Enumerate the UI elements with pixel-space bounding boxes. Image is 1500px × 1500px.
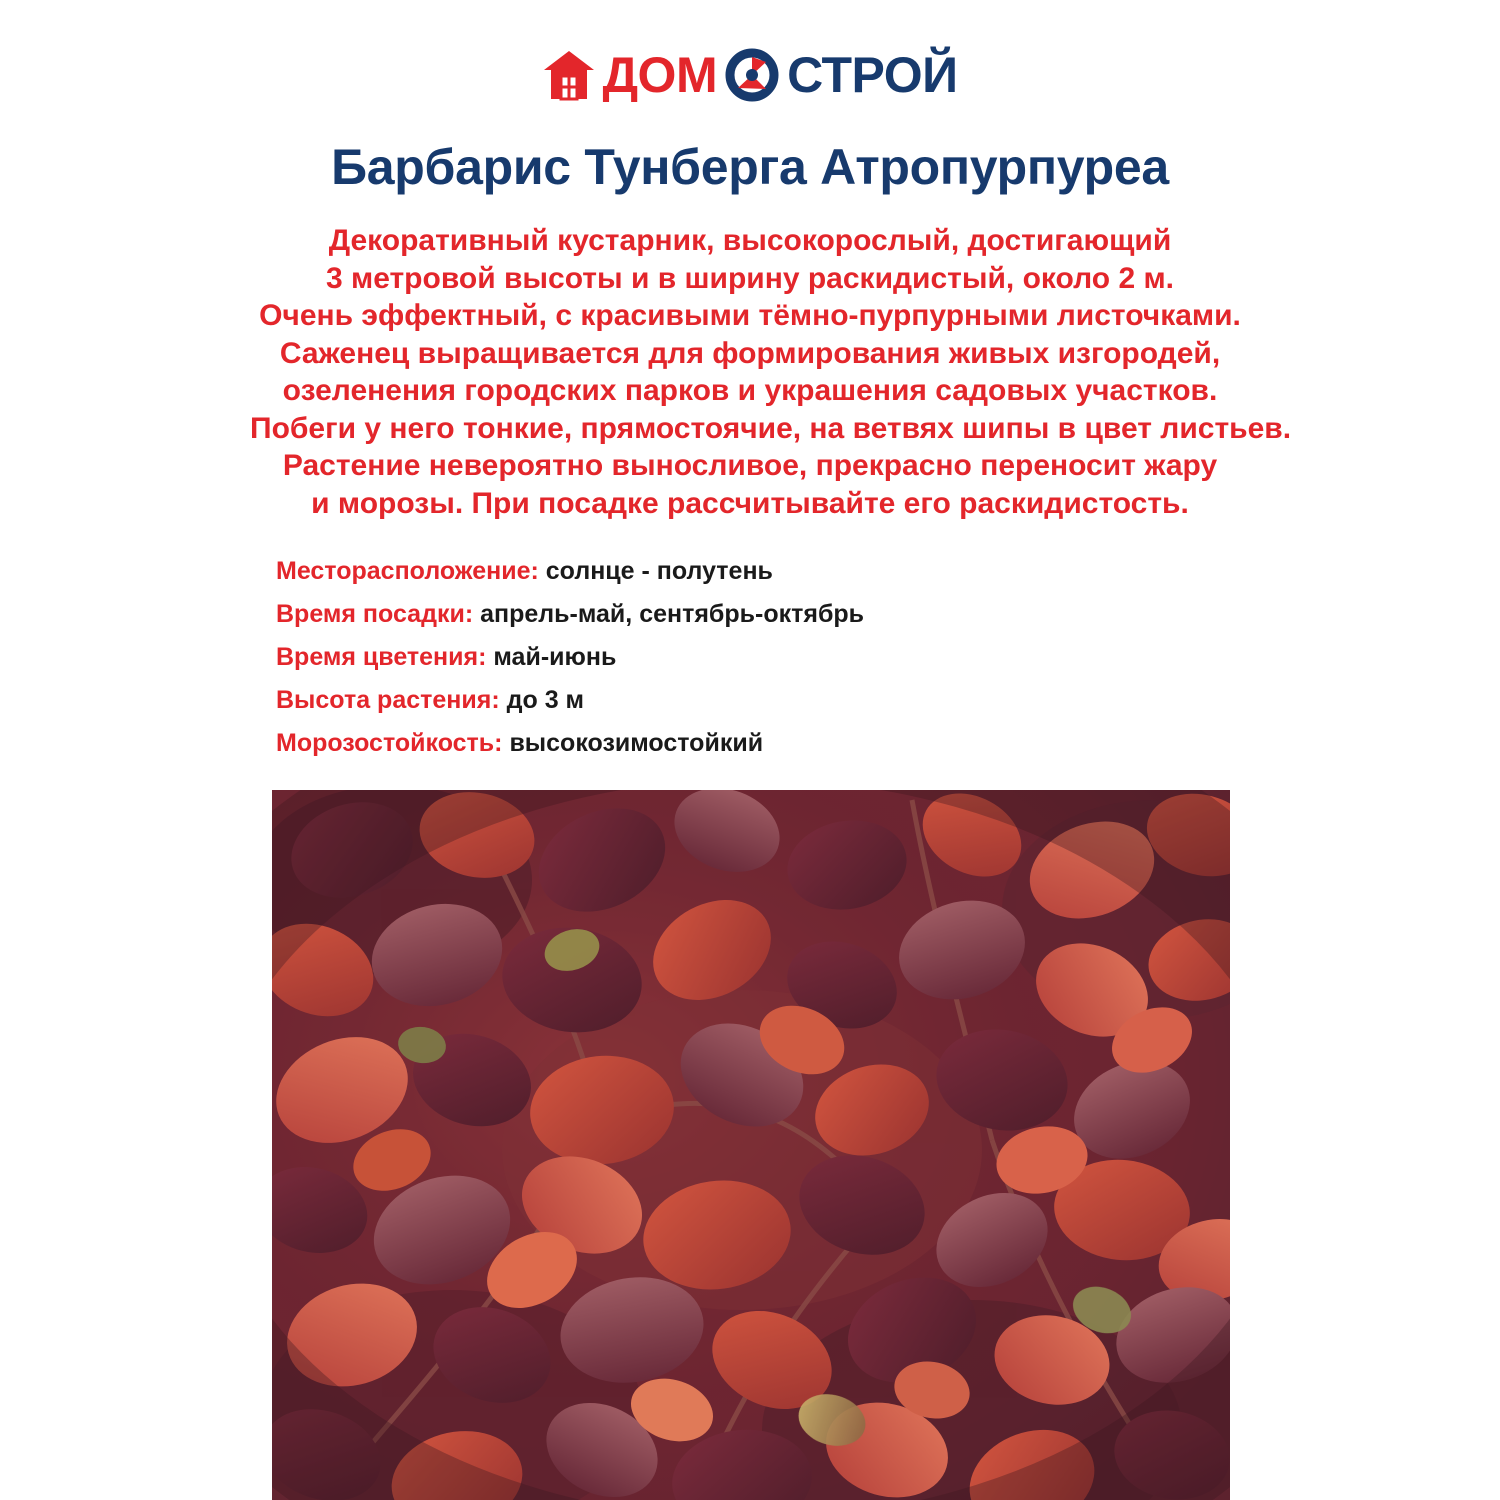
spec-value: апрель-май, сентябрь-октябрь [480, 600, 865, 628]
spec-value: май-июнь [493, 643, 617, 671]
spec-row-height [276, 679, 1276, 722]
page-title: Барбарис Тунберга Атропурпуреа [331, 139, 1169, 195]
description-line: Декоративный кустарник, высокорослый, достигающий [328, 224, 1172, 257]
link-o-icon [725, 48, 779, 102]
description-line: и морозы. При посадке рассчитывайте его раскидистость. [311, 486, 1189, 520]
description-line: 3 метровой высоты и в ширину раскидистый, около 2 м. [325, 261, 1174, 295]
spec-label: Морозостойкость: [276, 729, 503, 757]
spec-label: Время цветения: [276, 643, 487, 671]
product-photo [272, 790, 1230, 1500]
spec-list [276, 550, 1276, 765]
brand-name-part2: СТРОЙ [787, 47, 958, 103]
spec-value: высокозимостойкий [509, 729, 764, 757]
description-block [250, 222, 1292, 522]
spec-row-flowering-time [276, 636, 1276, 679]
description-line: Очень эффектный, с красивыми тёмно-пурпурными листочками. [259, 299, 1241, 332]
spec-value: солнце - полутень [545, 557, 773, 585]
brand-name-part1: ДОМ [602, 47, 718, 103]
house-icon [542, 48, 596, 102]
spec-row-location [276, 550, 1276, 593]
spec-row-planting-time [276, 593, 1276, 636]
spec-row-frost-resistance [276, 722, 1276, 765]
description-line: Побеги у него тонкие, прямостоячие, на ветвях шипы в цвет листьев. [250, 411, 1292, 445]
spec-label: Время посадки: [276, 600, 474, 628]
spec-value: до 3 м [506, 686, 585, 714]
description-line: Растение невероятно выносливое, прекрасно переносит жару [282, 449, 1218, 482]
description-line: Саженец выращивается для формирования живых изгородей, [279, 336, 1221, 370]
spec-label: Месторасположение: [276, 557, 539, 585]
brand-logo [0, 48, 1500, 102]
description-line: озеленения городских парков и украшения садовых участков. [282, 374, 1218, 407]
spec-label: Высота растения: [276, 686, 500, 714]
